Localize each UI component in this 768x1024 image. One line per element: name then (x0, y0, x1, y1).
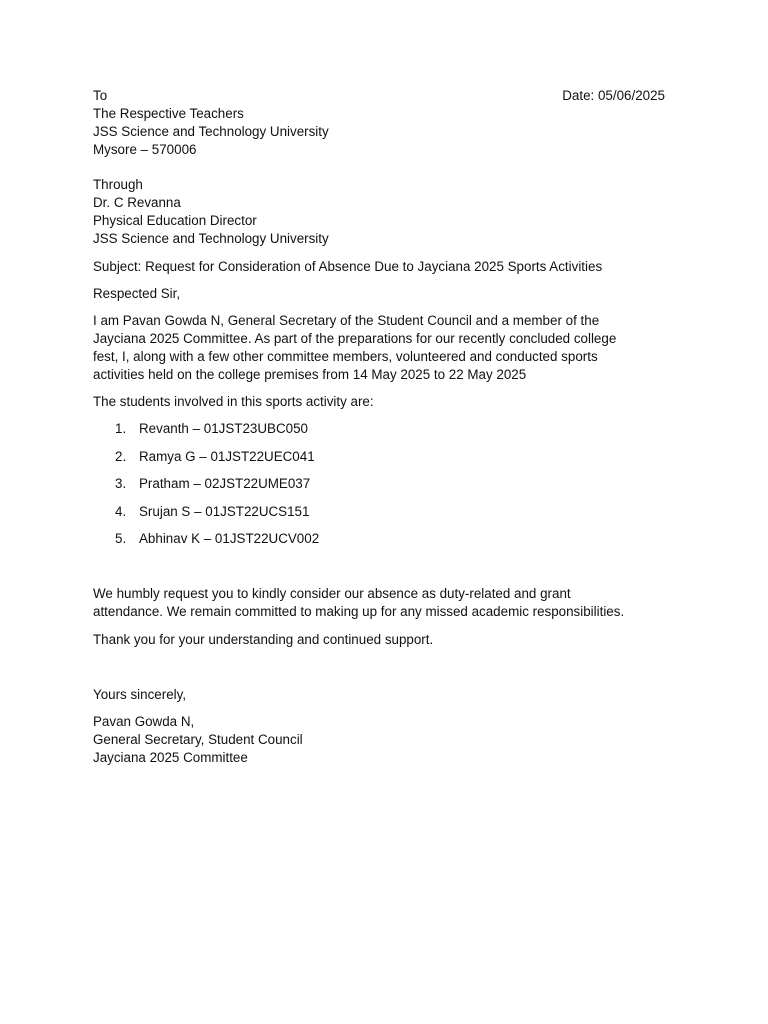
request-paragraph (93, 585, 673, 621)
list-item (93, 503, 673, 521)
recipient-line: Mysore – 570006 (93, 142, 197, 157)
list-number: 2. (115, 448, 127, 464)
body-line: fest, I, along with a few other committee members, volunteered and conducted sports (93, 349, 598, 364)
signature-line: Pavan Gowda N, (93, 714, 195, 729)
body-paragraph (93, 312, 673, 384)
through-block (93, 176, 673, 248)
subject-line: Subject: Request for Consideration of Absence Due to Jayciana 2025 Sports Activities (93, 259, 603, 274)
list-item (93, 420, 673, 438)
list-number: 3. (115, 476, 127, 491)
list-number: 4. (115, 503, 127, 519)
request-line: attendance. We remain committed to making up for any missed academic responsibilities. (93, 604, 625, 619)
signature-block (93, 713, 673, 767)
recipient-line: JSS Science and Technology University (93, 124, 329, 139)
letter-date: Date: 05/06/2025 (562, 88, 665, 103)
signature-line: General Secretary, Student Council (93, 732, 303, 747)
letter-page (93, 87, 673, 767)
student-entry: Srujan S – 01JST22UCS151 (139, 503, 310, 519)
students-list (93, 420, 673, 548)
through-label: Through (93, 177, 143, 192)
student-entry: Pratham – 02JST22UME037 (139, 476, 311, 491)
thanks-line: Thank you for your understanding and continued support. (93, 632, 434, 647)
list-item (93, 448, 673, 466)
recipient-address (93, 105, 673, 159)
closing-line: Yours sincerely, (93, 687, 187, 702)
body-line: activities held on the college premises from 14 May 2025 to 22 May 2025 (93, 367, 527, 382)
body-line: Jayciana 2025 Committee. As part of the preparations for our recently concluded college (93, 331, 617, 346)
recipient-line: The Respective Teachers (93, 106, 244, 121)
students-intro: The students involved in this sports activity are: (93, 394, 374, 409)
letter-header (93, 87, 673, 105)
body-line: I am Pavan Gowda N, General Secretary of the Student Council and a member of the (93, 313, 600, 328)
through-line: Dr. C Revanna (93, 195, 181, 210)
signature-line: Jayciana 2025 Committee (93, 750, 248, 765)
student-entry: Ramya G – 01JST22UEC041 (139, 448, 315, 464)
through-line: Physical Education Director (93, 213, 257, 228)
through-line: JSS Science and Technology University (93, 231, 329, 246)
list-item (93, 530, 673, 548)
list-number: 1. (115, 421, 127, 436)
salutation: Respected Sir, (93, 286, 181, 301)
list-number: 5. (115, 531, 127, 546)
student-entry: Revanth – 01JST23UBC050 (139, 421, 308, 436)
list-item (93, 475, 673, 493)
to-label: To (93, 88, 108, 103)
request-line: We humbly request you to kindly consider our absence as duty-related and grant (93, 586, 571, 601)
student-entry: Abhinav K – 01JST22UCV002 (139, 531, 320, 546)
